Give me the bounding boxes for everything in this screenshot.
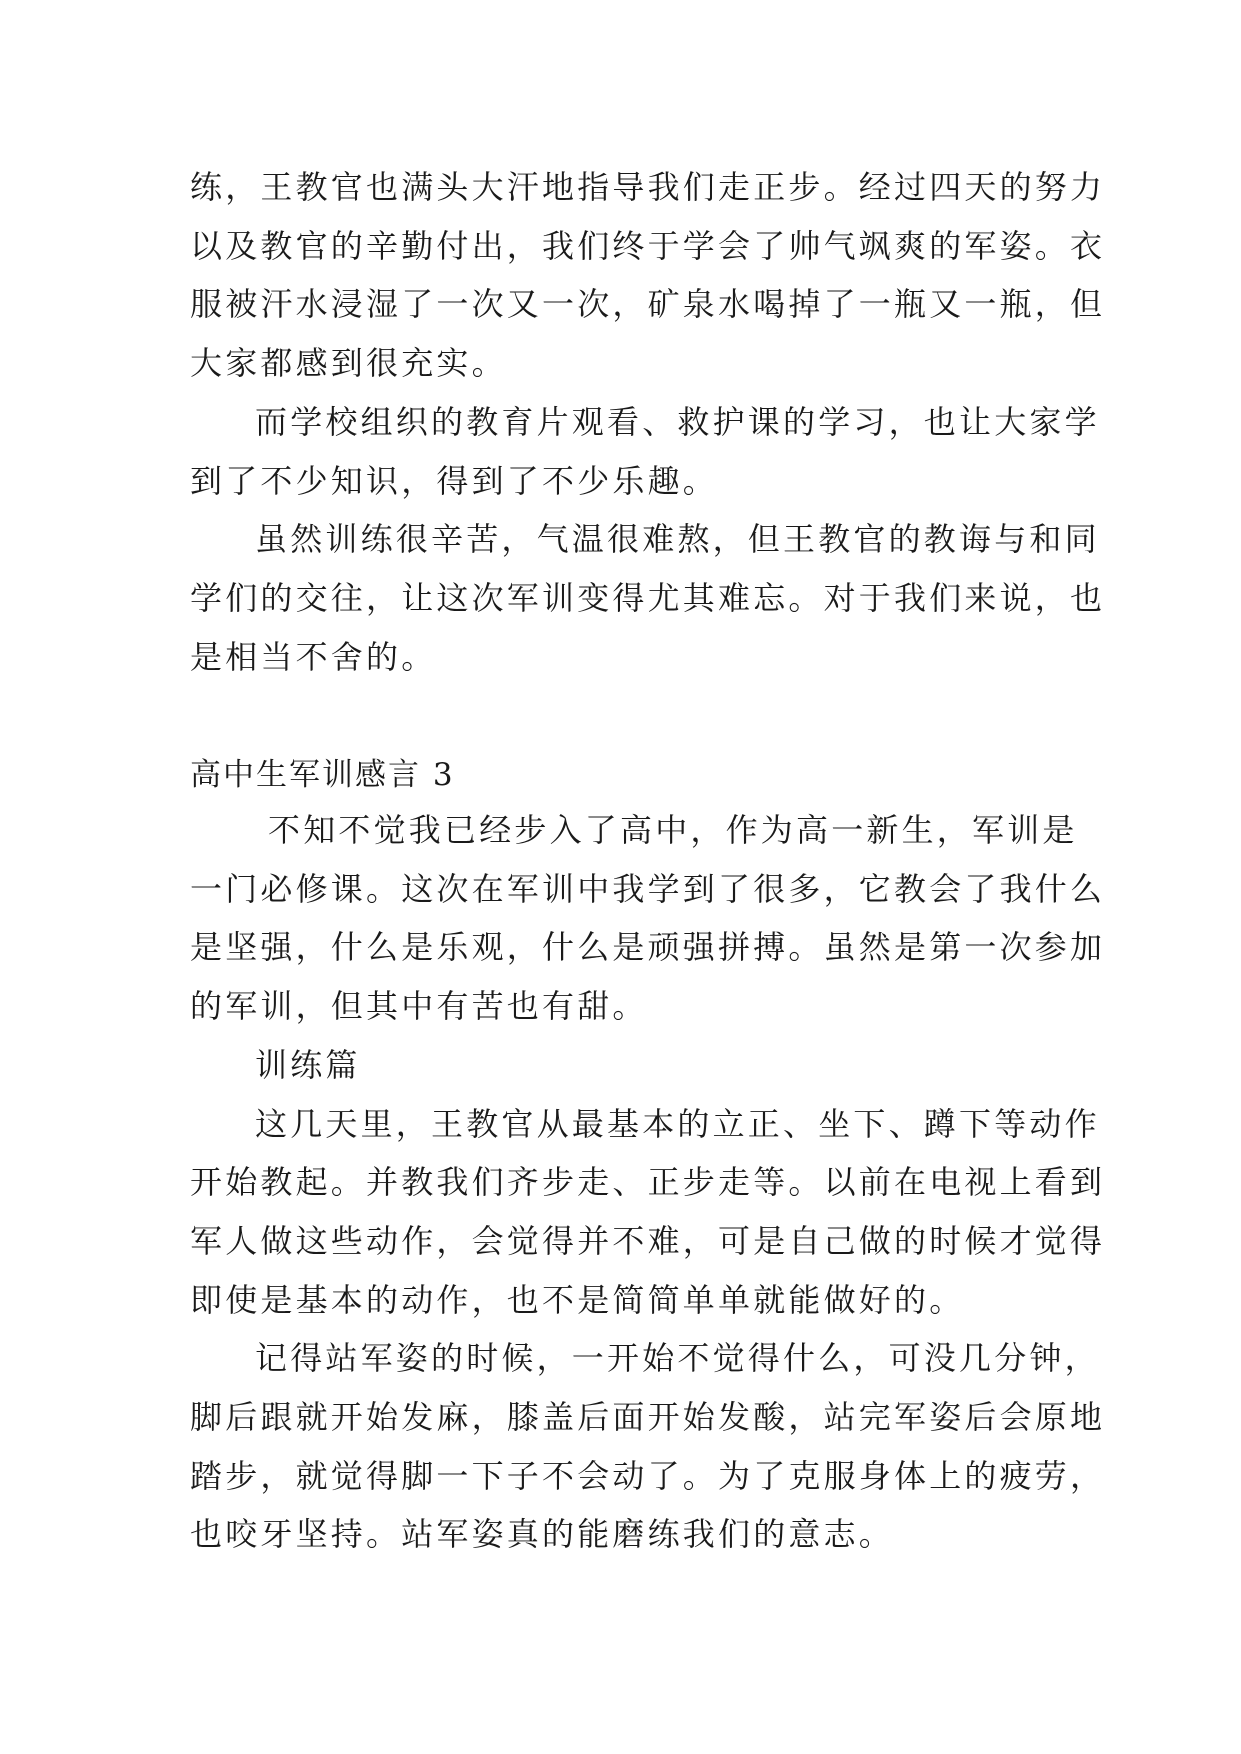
text-line: 是相当不舍的。 [190,637,437,676]
text-line: 而学校组织的教育片观看、救护课的学习，也让大家学 [255,402,1100,441]
text-line: 即使是基本的动作，也不是简简单单就能做好的。 [190,1280,965,1319]
text-line: 一门必修课。这次在军训中我学到了很多，它教会了我什么 [190,869,1106,908]
text-line: 大家都感到很充实。 [190,344,507,383]
text-line: 这几天里，王教官从最基本的立正、坐下、蹲下等动作 [255,1104,1100,1143]
text-line: 开始教起。并教我们齐步走、正步走等。以前在电视上看到 [190,1163,1106,1202]
subheading: 训练篇 [255,1045,361,1084]
essay-part-2 [190,801,1106,1564]
text-line: 以及教官的辛勤付出，我们终于学会了帅气飒爽的军姿。衣 [190,226,1106,265]
text-line: 军人做这些动作，会觉得并不难，可是自己做的时候才觉得 [190,1221,1106,1260]
text-line: 脚后跟就开始发麻，膝盖后面开始发酸，站完军姿后会原地 [190,1398,1106,1437]
text-line: 记得站军姿的时候，一开始不觉得什么，可没几分钟， [255,1339,1100,1378]
text-line: 也咬牙坚持。站军姿真的能磨练我们的意志。 [190,1515,895,1554]
section-title: 高中生军训感言 3 [190,757,455,793]
text-line: 学们的交往，让这次军训变得尤其难忘。对于我们来说，也 [190,578,1106,617]
text-line: 服被汗水浸湿了一次又一次，矿泉水喝掉了一瓶又一瓶，但 [190,285,1106,324]
text-line: 是坚强，什么是乐观，什么是顽强拼搏。虽然是第一次参加 [190,928,1106,967]
text-line: 虽然训练很辛苦，气温很难熬，但王教官的教诲与和同 [255,520,1100,559]
text-line: 练，王教官也满头大汗地指导我们走正步。经过四天的努力 [190,168,1106,206]
text-line: 到了不少知识，得到了不少乐趣。 [190,461,719,500]
text-line: 踏步，就觉得脚一下子不会动了。为了克服身体上的疲劳， [190,1456,1106,1495]
essay-part-1 [190,158,1106,686]
text-line: 的军训，但其中有苦也有甜。 [190,987,648,1026]
text-line: 不知不觉我已经步入了高中，作为高一新生，军训是 [268,811,1078,849]
